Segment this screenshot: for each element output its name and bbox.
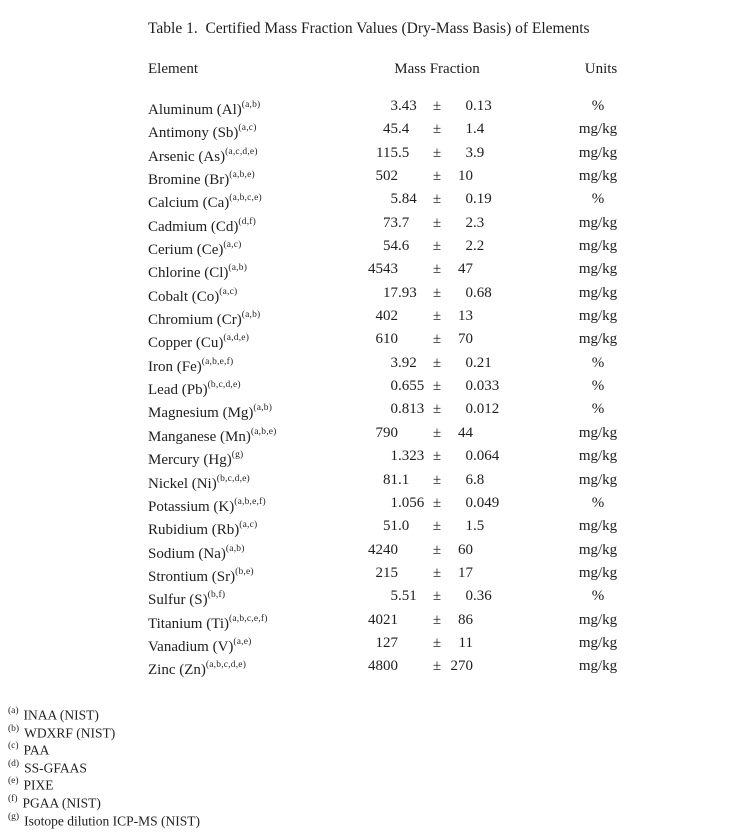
- value-frac: .056: [398, 494, 425, 511]
- uncertainty-frac: .5: [473, 518, 485, 535]
- uncertainty-frac: .36: [473, 588, 492, 605]
- table-row: [148, 188, 693, 211]
- plus-minus-sign: ±: [432, 588, 442, 605]
- units-cell: mg/kg: [578, 144, 618, 161]
- uncertainty-int: 0: [465, 354, 473, 371]
- value-int: 1: [390, 494, 398, 511]
- plus-minus-sign: ±: [432, 448, 442, 465]
- table-row: [148, 352, 693, 375]
- uncertainty-int: 44: [458, 424, 473, 441]
- table-row: [148, 515, 693, 538]
- footnote-text: PAA: [23, 742, 50, 758]
- table-header-row: [148, 58, 693, 81]
- value-int: 4800: [368, 658, 398, 675]
- value-frac: .813: [398, 401, 425, 418]
- element-label: Cerium (Ce): [148, 242, 224, 259]
- uncertainty-int: 86: [458, 611, 473, 628]
- element-label: Aluminum (Al): [148, 102, 242, 118]
- units-cell: mg/kg: [578, 611, 618, 628]
- element-label: Arsenic (As): [148, 148, 226, 165]
- uncertainty-int: 2: [465, 238, 473, 255]
- table-row: [148, 235, 693, 258]
- uncertainty-int: 0: [465, 401, 473, 418]
- plus-minus-sign: ±: [432, 518, 442, 535]
- uncertainty-frac: .3: [473, 214, 485, 231]
- value-frac: .84: [398, 191, 417, 208]
- units-cell: %: [591, 588, 605, 605]
- footnote-label: (c): [8, 741, 19, 752]
- table-row: [148, 492, 693, 515]
- units-cell: %: [591, 401, 605, 418]
- plus-minus-sign: ±: [432, 401, 442, 418]
- uncertainty-frac: .2: [473, 238, 485, 255]
- footnote-text: WDXRF (NIST): [24, 725, 116, 741]
- units-cell: %: [591, 494, 605, 511]
- units-cell: mg/kg: [578, 308, 618, 325]
- value-int: 115: [376, 144, 398, 161]
- plus-minus-sign: ±: [432, 214, 442, 231]
- element-label: Manganese (Mn): [148, 428, 251, 445]
- element-method-notes: (a,b): [241, 100, 261, 110]
- element-method-notes: (d,f): [238, 216, 257, 227]
- value-int: 0: [390, 401, 398, 418]
- element-method-notes: (a,c): [239, 520, 258, 531]
- element-method-notes: (a,b,c,e,f): [229, 613, 268, 624]
- element-method-notes: (a,b,e): [229, 170, 255, 181]
- footnote-line: [8, 722, 200, 740]
- table-row: [148, 258, 693, 281]
- plus-minus-sign: ±: [432, 354, 442, 371]
- value-int: 45: [383, 121, 398, 138]
- uncertainty-frac: .033: [473, 378, 500, 395]
- units-cell: mg/kg: [578, 261, 618, 278]
- uncertainty-int: 0: [465, 494, 473, 511]
- units-cell: %: [591, 191, 605, 208]
- value-frac: [398, 655, 430, 682]
- uncertainty-int: 6: [465, 471, 473, 488]
- element-label: Sodium (Na): [148, 545, 226, 562]
- table-row: [148, 445, 693, 468]
- plus-minus-sign: ±: [432, 238, 442, 255]
- element-method-notes: (a,e): [233, 636, 252, 647]
- value-frac: .5: [398, 144, 410, 161]
- element-label: Titanium (Ti): [148, 615, 230, 632]
- plus-minus-sign: ±: [432, 261, 442, 278]
- plus-minus-sign: ±: [432, 658, 442, 675]
- value-int: 127: [375, 634, 398, 651]
- plus-minus-sign: ±: [432, 378, 442, 395]
- table-row: [148, 655, 693, 678]
- element-label: Bromine (Br): [148, 172, 230, 189]
- footnote-line: [8, 704, 200, 722]
- uncertainty-int: 0: [465, 284, 473, 301]
- element-method-notes: (a,c): [219, 286, 238, 297]
- table-row: [148, 95, 693, 118]
- element-method-notes: (a,c): [238, 123, 257, 134]
- table-row: [148, 305, 693, 328]
- plus-minus-sign: ±: [432, 564, 442, 581]
- footnote-label: (d): [8, 758, 20, 769]
- value-frac: .92: [398, 354, 417, 371]
- value-frac: .655: [398, 378, 425, 395]
- element-label: Potassium (K): [148, 498, 235, 515]
- uncertainty-frac: [473, 655, 503, 682]
- element-method-notes: (a,b,e): [250, 426, 277, 437]
- uncertainty-frac: .064: [473, 448, 500, 465]
- value-frac: .93: [398, 284, 417, 301]
- value-int: 502: [375, 168, 398, 185]
- footnote-line: [8, 774, 200, 792]
- table-row: [148, 585, 693, 608]
- element-method-notes: (a,b,e,f): [234, 496, 266, 507]
- element-label: Strontium (Sr): [148, 568, 236, 585]
- units-cell: %: [591, 378, 605, 395]
- uncertainty-int: 0: [465, 588, 473, 605]
- uncertainty-int: 17: [458, 564, 473, 581]
- value-frac: .4: [398, 121, 410, 138]
- uncertainty-int: 70: [458, 331, 473, 348]
- plus-minus-sign: ±: [432, 331, 442, 348]
- value-int: 3: [390, 98, 398, 114]
- uncertainty-frac: .049: [473, 494, 500, 511]
- uncertainty-frac: .68: [473, 284, 492, 301]
- value-int: 790: [375, 424, 398, 441]
- plus-minus-sign: ±: [432, 168, 442, 185]
- header-mass-fraction: Mass Fraction: [394, 61, 480, 77]
- plus-minus-sign: ±: [432, 424, 442, 441]
- table-row: [148, 539, 693, 562]
- uncertainty-int: 11: [458, 634, 473, 651]
- table-row: [148, 469, 693, 492]
- footnote-line: [8, 757, 200, 775]
- footnote-label: (g): [8, 811, 20, 822]
- table-row: [148, 212, 693, 235]
- value-int: 81: [383, 471, 398, 488]
- uncertainty-frac: .19: [473, 191, 492, 208]
- uncertainty-int: 10: [458, 168, 473, 185]
- units-cell: mg/kg: [578, 541, 618, 558]
- table-body: [148, 95, 693, 679]
- plus-minus-sign: ±: [432, 471, 442, 488]
- uncertainty-int: 1: [465, 121, 473, 138]
- plus-minus-sign: ±: [432, 98, 442, 114]
- plus-minus-sign: ±: [432, 308, 442, 325]
- footnote-line: [8, 739, 200, 757]
- element-method-notes: (a,b): [253, 403, 273, 414]
- value-int: 1: [390, 448, 398, 465]
- value-int: 0: [390, 378, 398, 395]
- element-method-notes: (b,e): [235, 566, 254, 577]
- value-frac: .43: [398, 98, 417, 114]
- element-method-notes: (a,b,c,e): [229, 193, 262, 204]
- table-row: [148, 398, 693, 421]
- units-cell: mg/kg: [578, 214, 618, 231]
- element-method-notes: (a,c): [223, 240, 242, 251]
- element-label: Zinc (Zn): [148, 662, 206, 679]
- footnote-line: [8, 792, 200, 810]
- units-cell: mg/kg: [578, 471, 618, 488]
- uncertainty-int: 2: [465, 214, 473, 231]
- footnote-text: PIXE: [23, 777, 54, 793]
- units-cell: mg/kg: [578, 658, 618, 675]
- table-row: [148, 282, 693, 305]
- plus-minus-sign: ±: [432, 191, 442, 208]
- value-int: 402: [375, 308, 398, 325]
- plus-minus-sign: ±: [432, 541, 442, 558]
- value-frac: .323: [398, 448, 425, 465]
- value-frac: .7: [398, 214, 410, 231]
- uncertainty-int: 0: [465, 378, 473, 395]
- element-label: Calcium (Ca): [148, 195, 230, 212]
- uncertainty-int: 0: [465, 448, 473, 465]
- footnote-text: SS-GFAAS: [24, 760, 87, 776]
- value-int: 4240: [368, 541, 398, 558]
- footnote-label: (a): [8, 706, 19, 716]
- element-label: Sulfur (S): [148, 592, 208, 609]
- uncertainty-frac: .4: [473, 121, 485, 138]
- element-label: Magnesium (Mg): [148, 405, 254, 422]
- value-int: 17: [383, 284, 398, 301]
- element-label: Nickel (Ni): [148, 475, 217, 492]
- table-row: [148, 165, 693, 188]
- element-method-notes: (b,c,d,e): [207, 380, 241, 391]
- element-label: Cadmium (Cd): [148, 218, 239, 235]
- uncertainty-int: 0: [465, 98, 473, 114]
- element-method-notes: (a,b,c,d,e): [205, 660, 247, 671]
- footnote-text: INAA (NIST): [23, 707, 99, 723]
- value-frac: .0: [398, 518, 410, 535]
- element-label: Copper (Cu): [148, 335, 224, 352]
- table-row: [148, 609, 693, 632]
- footnote-label: (b): [8, 723, 20, 734]
- plus-minus-sign: ±: [432, 144, 442, 161]
- uncertainty-int: 47: [458, 261, 473, 278]
- footnote-text: Isotope dilution ICP-MS (NIST): [24, 813, 200, 829]
- units-cell: mg/kg: [578, 331, 618, 348]
- units-cell: mg/kg: [578, 168, 618, 185]
- uncertainty-int: 270: [450, 658, 473, 675]
- footnotes: [8, 704, 200, 827]
- units-cell: mg/kg: [578, 424, 618, 441]
- element-method-notes: (b,f): [207, 590, 226, 601]
- table-row: [148, 562, 693, 585]
- units-cell: mg/kg: [578, 284, 618, 301]
- table-row: [148, 632, 693, 655]
- element-method-notes: (b,c,d,e): [216, 473, 250, 484]
- value-int: 51: [383, 518, 398, 535]
- uncertainty-frac: .012: [473, 401, 500, 418]
- table-row: [148, 142, 693, 165]
- table-row: [148, 118, 693, 141]
- value-int: 73: [383, 214, 398, 231]
- element-label: Chlorine (Cl): [148, 265, 229, 282]
- footnote-line: [8, 810, 200, 828]
- element-label: Cobalt (Co): [148, 288, 220, 305]
- element-label: Iron (Fe): [148, 358, 202, 375]
- header-element: Element: [148, 61, 198, 77]
- element-label: Chromium (Cr): [148, 312, 242, 329]
- uncertainty-int: 3: [465, 144, 473, 161]
- value-int: 4543: [368, 261, 398, 278]
- uncertainty-frac: .9: [473, 144, 485, 161]
- units-cell: mg/kg: [578, 518, 618, 535]
- element-method-notes: (a,d,e): [223, 333, 250, 344]
- element-method-notes: (a,b,e,f): [201, 356, 234, 367]
- value-int: 5: [390, 588, 398, 605]
- plus-minus-sign: ±: [432, 634, 442, 651]
- element-label: Antimony (Sb): [148, 125, 239, 142]
- plus-minus-sign: ±: [432, 121, 442, 138]
- table-row: [148, 375, 693, 398]
- table-title: Table 1. Certified Mass Fraction Values (Dry-Mass Basis) of Elements: [148, 20, 590, 37]
- header-units: Units: [584, 61, 618, 77]
- value-int: 610: [375, 331, 398, 348]
- element-method-notes: (a,b): [228, 263, 248, 274]
- element-label: Rubidium (Rb): [148, 522, 240, 539]
- value-int: 4021: [368, 611, 398, 628]
- uncertainty-int: 1: [465, 518, 473, 535]
- uncertainty-frac: .13: [473, 98, 492, 114]
- units-cell: mg/kg: [578, 121, 618, 138]
- uncertainty-frac: .21: [473, 354, 492, 371]
- uncertainty-frac: .8: [473, 471, 485, 488]
- units-cell: mg/kg: [578, 634, 618, 651]
- value-int: 5: [390, 191, 398, 208]
- table-row: [148, 422, 693, 445]
- value-int: 3: [390, 354, 398, 371]
- element-method-notes: (a,c,d,e): [225, 146, 258, 157]
- element-method-notes: (a,b): [225, 543, 245, 554]
- value-frac: .1: [398, 471, 410, 488]
- element-cell: [148, 655, 356, 682]
- footnote-label: (f): [8, 793, 18, 804]
- units-cell: %: [591, 354, 605, 371]
- uncertainty-int: 13: [458, 308, 473, 325]
- units-cell: mg/kg: [578, 564, 618, 581]
- footnote-label: (e): [8, 776, 19, 787]
- uncertainty-int: 60: [458, 541, 473, 558]
- element-label: Vanadium (V): [148, 638, 234, 655]
- units-cell: %: [591, 98, 605, 114]
- plus-minus-sign: ±: [432, 494, 442, 511]
- element-label: Lead (Pb): [148, 382, 208, 399]
- element-method-notes: (g): [231, 450, 244, 461]
- element-method-notes: (a,b): [241, 310, 261, 321]
- element-label: Mercury (Hg): [148, 452, 232, 469]
- value-frac: .51: [398, 588, 417, 605]
- plus-minus-sign: ±: [432, 284, 442, 301]
- plus-minus-sign: ±: [432, 611, 442, 628]
- value-frac: .6: [398, 238, 410, 255]
- footnote-text: PGAA (NIST): [22, 795, 101, 811]
- table-row: [148, 328, 693, 351]
- value-int: 54: [383, 238, 398, 255]
- uncertainty-int: 0: [465, 191, 473, 208]
- units-cell: mg/kg: [578, 448, 618, 465]
- value-int: 215: [375, 564, 398, 581]
- units-cell: mg/kg: [578, 238, 618, 255]
